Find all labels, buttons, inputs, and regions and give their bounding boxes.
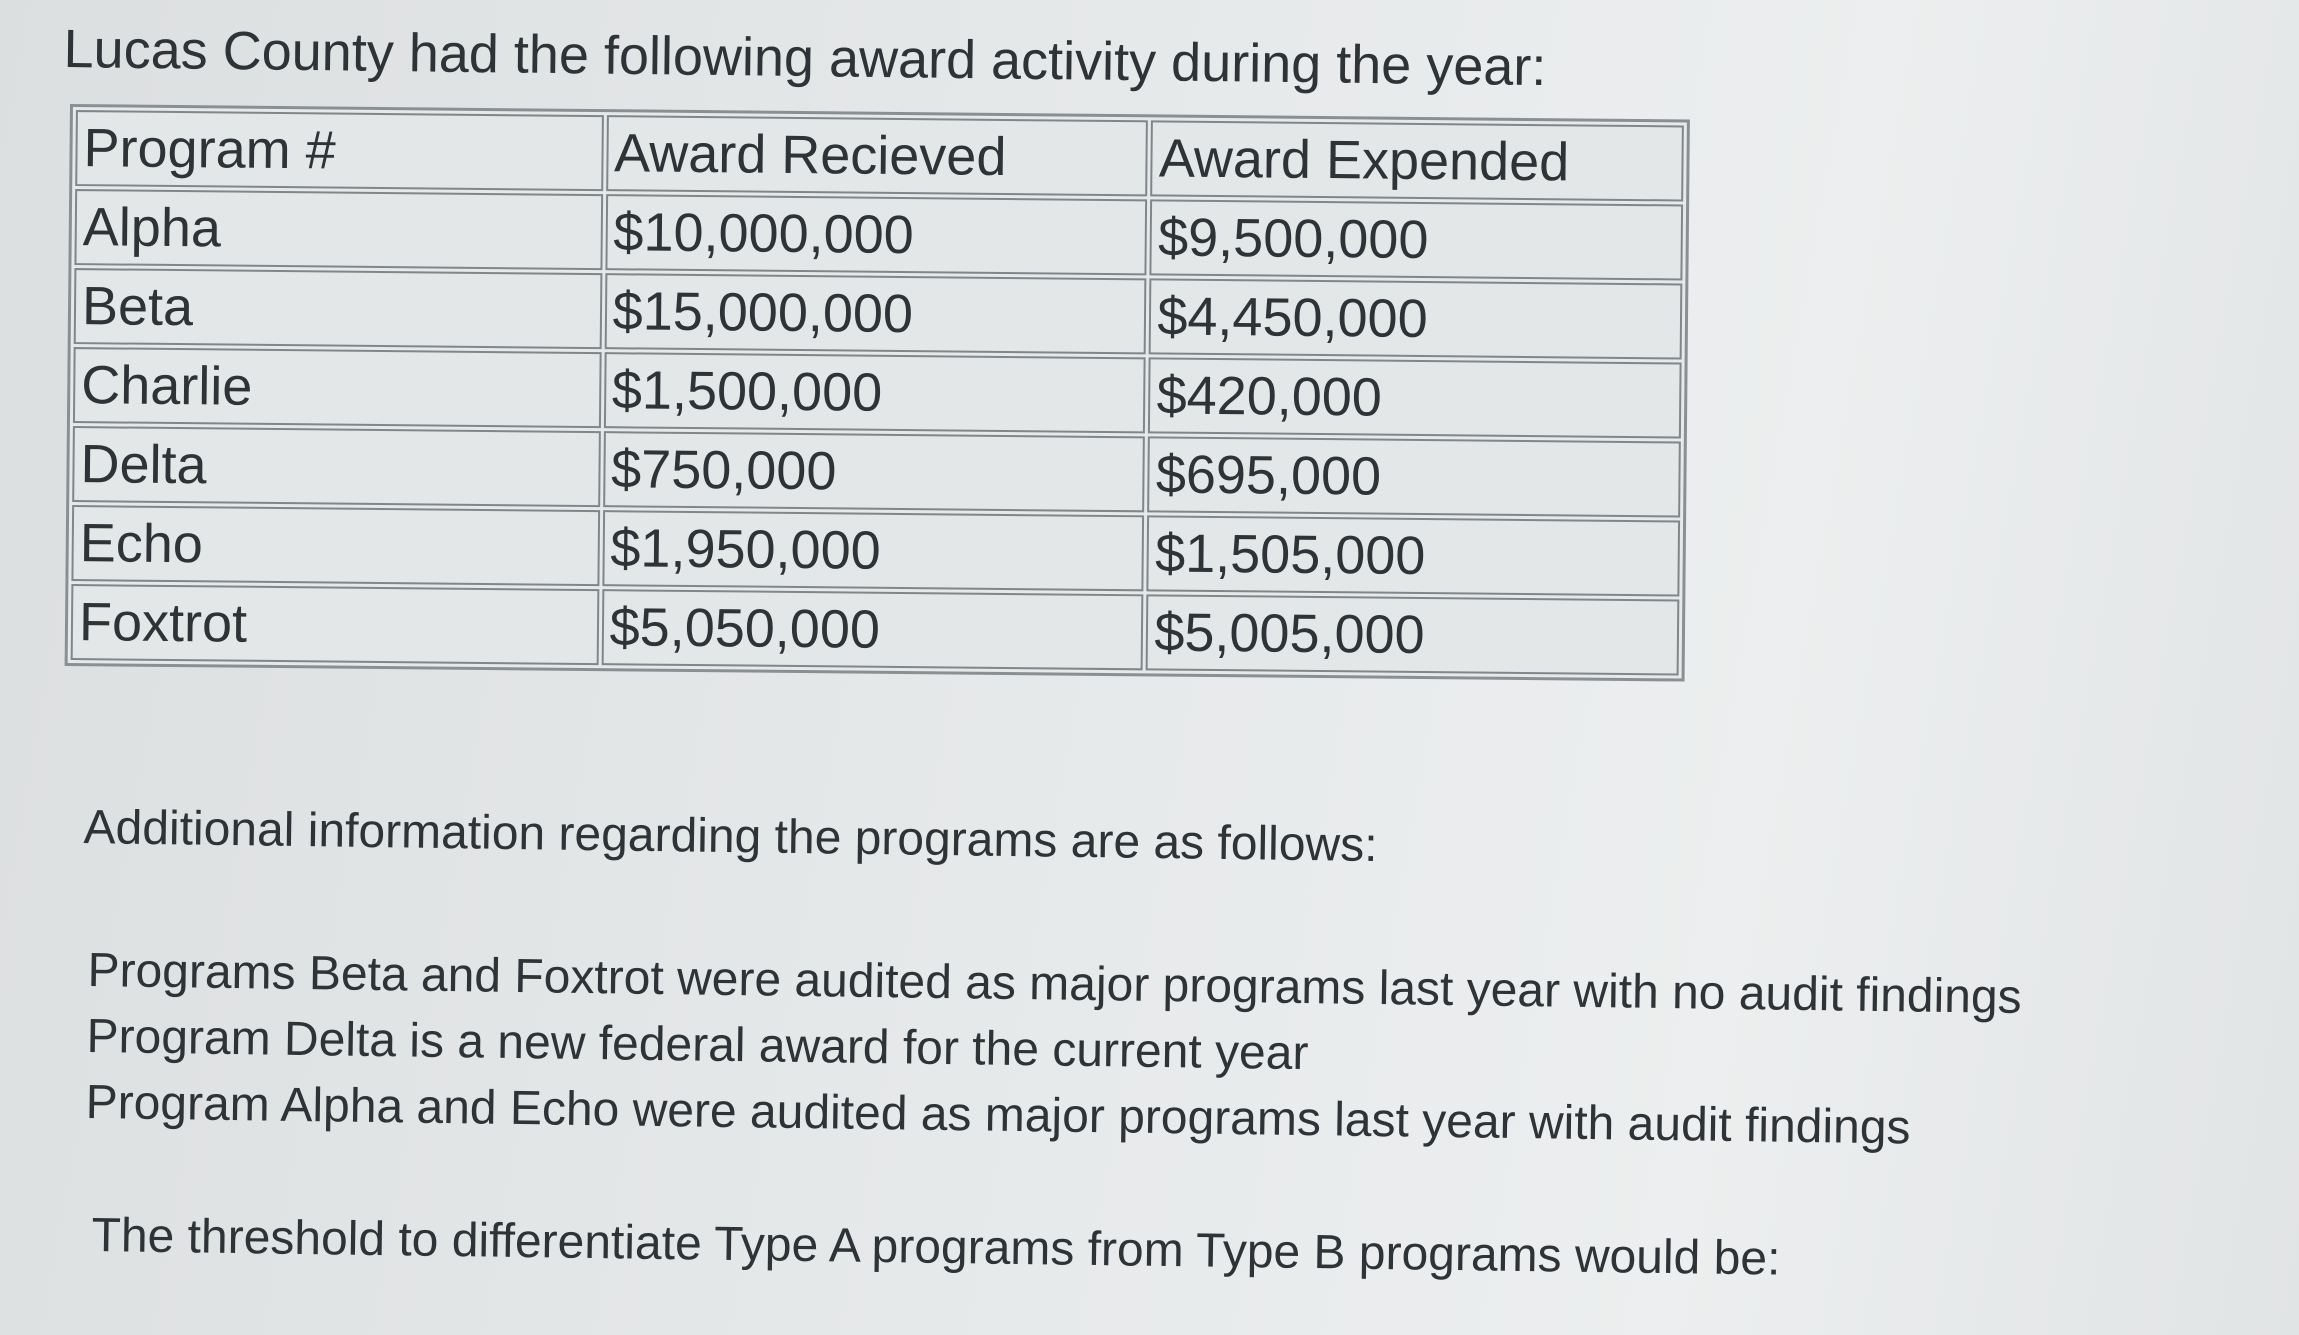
award-table [65,104,1690,682]
table-row [74,189,1683,280]
table-header-row [75,110,1684,201]
header-award-expended: Award Expended [1151,120,1684,201]
program-notes [85,938,2022,1163]
table-row [72,426,1681,517]
header-award-received: Award Recieved [606,115,1148,196]
award-expended-cell: $9,500,000 [1150,199,1683,280]
award-expended-cell: $1,505,000 [1147,515,1680,596]
additional-info-heading: Additional information regarding the programs are as follows: [83,800,1378,873]
table-row [71,505,1680,596]
table-row [74,268,1683,359]
award-received-cell: $15,000,000 [604,273,1146,354]
program-name-cell: Foxtrot [71,584,599,665]
program-name-cell: Charlie [73,347,601,428]
note-line: Program Alpha and Echo were audited as major programs last year with audit findings [85,1075,1911,1155]
header-program: Program # [75,110,603,191]
award-expended-cell: $695,000 [1148,436,1681,517]
program-name-cell: Beta [74,268,602,349]
note-line: Programs Beta and Foxtrot were audited as major programs last year with no audit findings [87,943,2023,1025]
program-name-cell: Alpha [74,189,602,270]
program-name-cell: Echo [71,505,599,586]
intro-text: Lucas County had the following award activity during the year: [63,18,1547,98]
award-received-cell: $750,000 [603,431,1145,512]
question-text: The threshold to differentiate Type A programs from Type B programs would be: [91,1208,1781,1286]
award-expended-cell: $4,450,000 [1149,278,1682,359]
note-line: Program Delta is a new federal award for the current year [86,1009,1309,1081]
award-received-cell: $10,000,000 [605,194,1147,275]
program-name-cell: Delta [72,426,600,507]
table-row [71,584,1680,675]
table-row [73,347,1682,438]
award-expended-cell: $5,005,000 [1146,594,1679,675]
award-received-cell: $1,950,000 [602,510,1144,591]
award-received-cell: $5,050,000 [601,589,1143,670]
award-expended-cell: $420,000 [1148,357,1681,438]
award-received-cell: $1,500,000 [604,352,1146,433]
